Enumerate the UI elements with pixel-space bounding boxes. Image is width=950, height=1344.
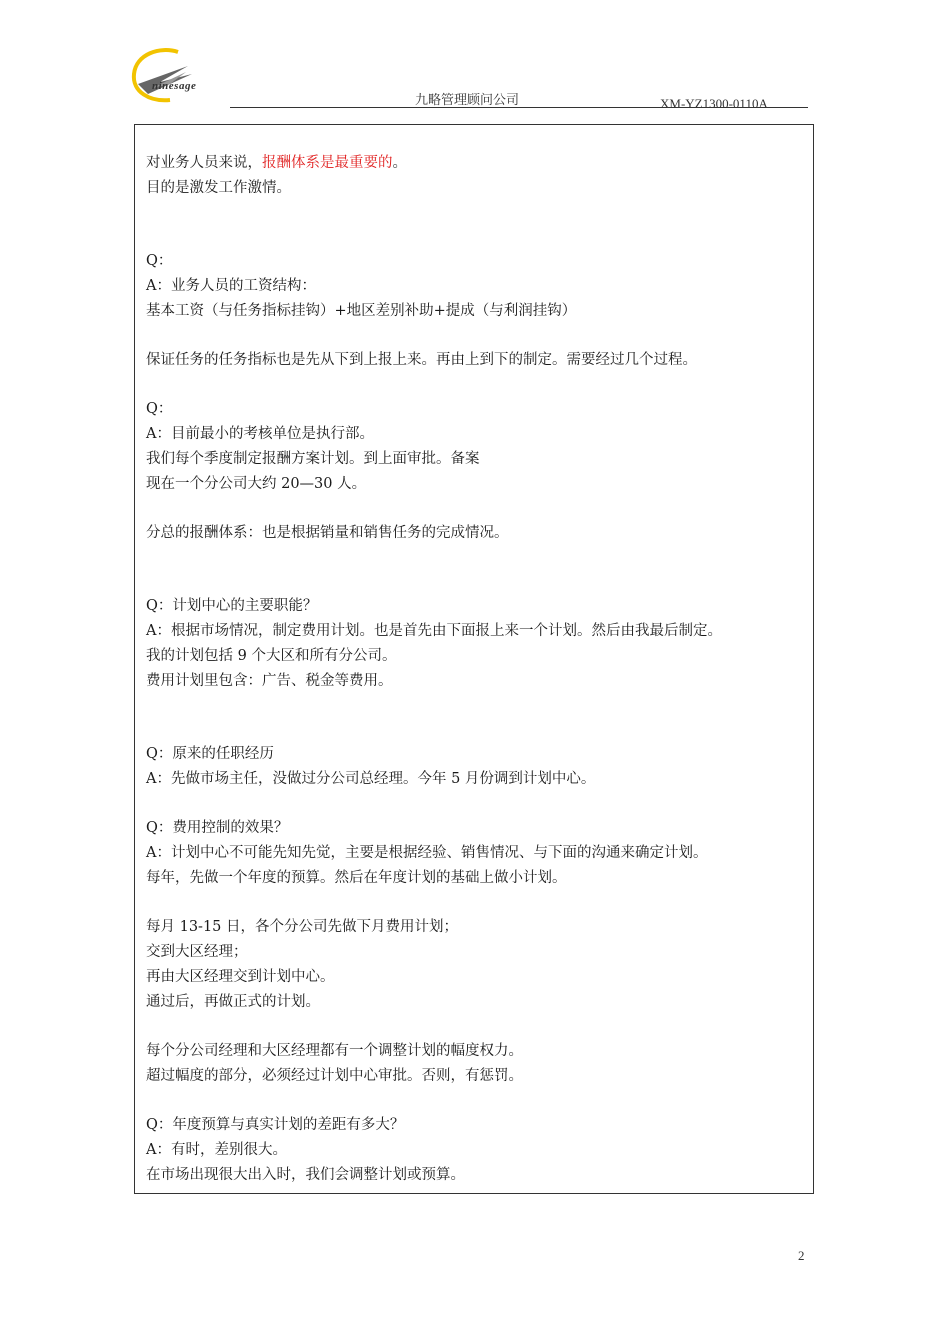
header-divider [230, 107, 808, 108]
content-box [134, 124, 814, 1194]
text-line: 费用计划里包含：广告、税金等费用。 [146, 673, 393, 689]
text-line: 目的是激发工作激情。 [146, 180, 291, 196]
answer: A：有时，差别很大。 [146, 1142, 287, 1158]
question: Q： [146, 401, 173, 417]
text-line: 通过后，再做正式的计划。 [146, 994, 320, 1010]
answer: A：先做市场主任，没做过分公司总经理。今年 5 月份调到计划中心。 [146, 771, 596, 787]
text-line: 我们每个季度制定报酬方案计划。到上面审批。备案 [146, 451, 480, 467]
logo-wordmark: ninesage [152, 80, 197, 92]
text-line [146, 151, 813, 176]
logo-swoosh-icon [130, 44, 230, 110]
line-suffix: 。 [392, 155, 407, 171]
text-line: 每月 13-15 日，各个分公司先做下月费用计划； [146, 919, 459, 935]
answer: A：计划中心不可能先知先觉，主要是根据经验、销售情况、与下面的沟通来确定计划。 [146, 845, 708, 861]
highlighted-text: 报酬体系是最重要的 [262, 155, 393, 171]
company-logo [130, 44, 230, 110]
text-line: 超过幅度的部分，必须经过计划中心审批。否则，有惩罚。 [146, 1068, 523, 1084]
answer: A：目前最小的考核单位是执行部。 [146, 426, 374, 442]
page-number: 2 [798, 1248, 805, 1263]
text-line: 再由大区经理交到计划中心。 [146, 969, 335, 985]
text-line: 分总的报酬体系：也是根据销量和销售任务的完成情况。 [146, 525, 509, 541]
text-line: 每个分公司经理和大区经理都有一个调整计划的幅度权力。 [146, 1043, 523, 1059]
question: Q： [146, 253, 173, 269]
text-line: 基本工资（与任务指标挂钩）+地区差别补助+提成（与利润挂钩） [146, 303, 577, 319]
company-name: 九略管理顾问公司 [415, 93, 520, 108]
question: Q：原来的任职经历 [146, 746, 274, 762]
text-line: 在市场出现很大出入时，我们会调整计划或预算。 [146, 1167, 465, 1183]
answer: A：根据市场情况，制定费用计划。也是首先由下面报上来一个计划。然后由我最后制定。 [146, 623, 722, 639]
text-line: 每年，先做一个年度的预算。然后在年度计划的基础上做小计划。 [146, 870, 567, 886]
document-code: XM-YZ1300-0110A [660, 96, 768, 111]
question: Q：费用控制的效果？ [146, 820, 289, 836]
line-prefix: 对业务人员来说， [146, 155, 262, 171]
question: Q：计划中心的主要职能？ [146, 598, 318, 614]
text-line: 交到大区经理； [146, 944, 248, 960]
question: Q：年度预算与真实计划的差距有多大？ [146, 1117, 405, 1133]
text-line: 我的计划包括 9 个大区和所有分公司。 [146, 648, 397, 664]
text-line: 现在一个分公司大约 20—30 人。 [146, 476, 367, 492]
answer: A：业务人员的工资结构： [146, 278, 316, 294]
text-line: 保证任务的任务指标也是先从下到上报上来。再由上到下的制定。需要经过几个过程。 [146, 352, 697, 368]
